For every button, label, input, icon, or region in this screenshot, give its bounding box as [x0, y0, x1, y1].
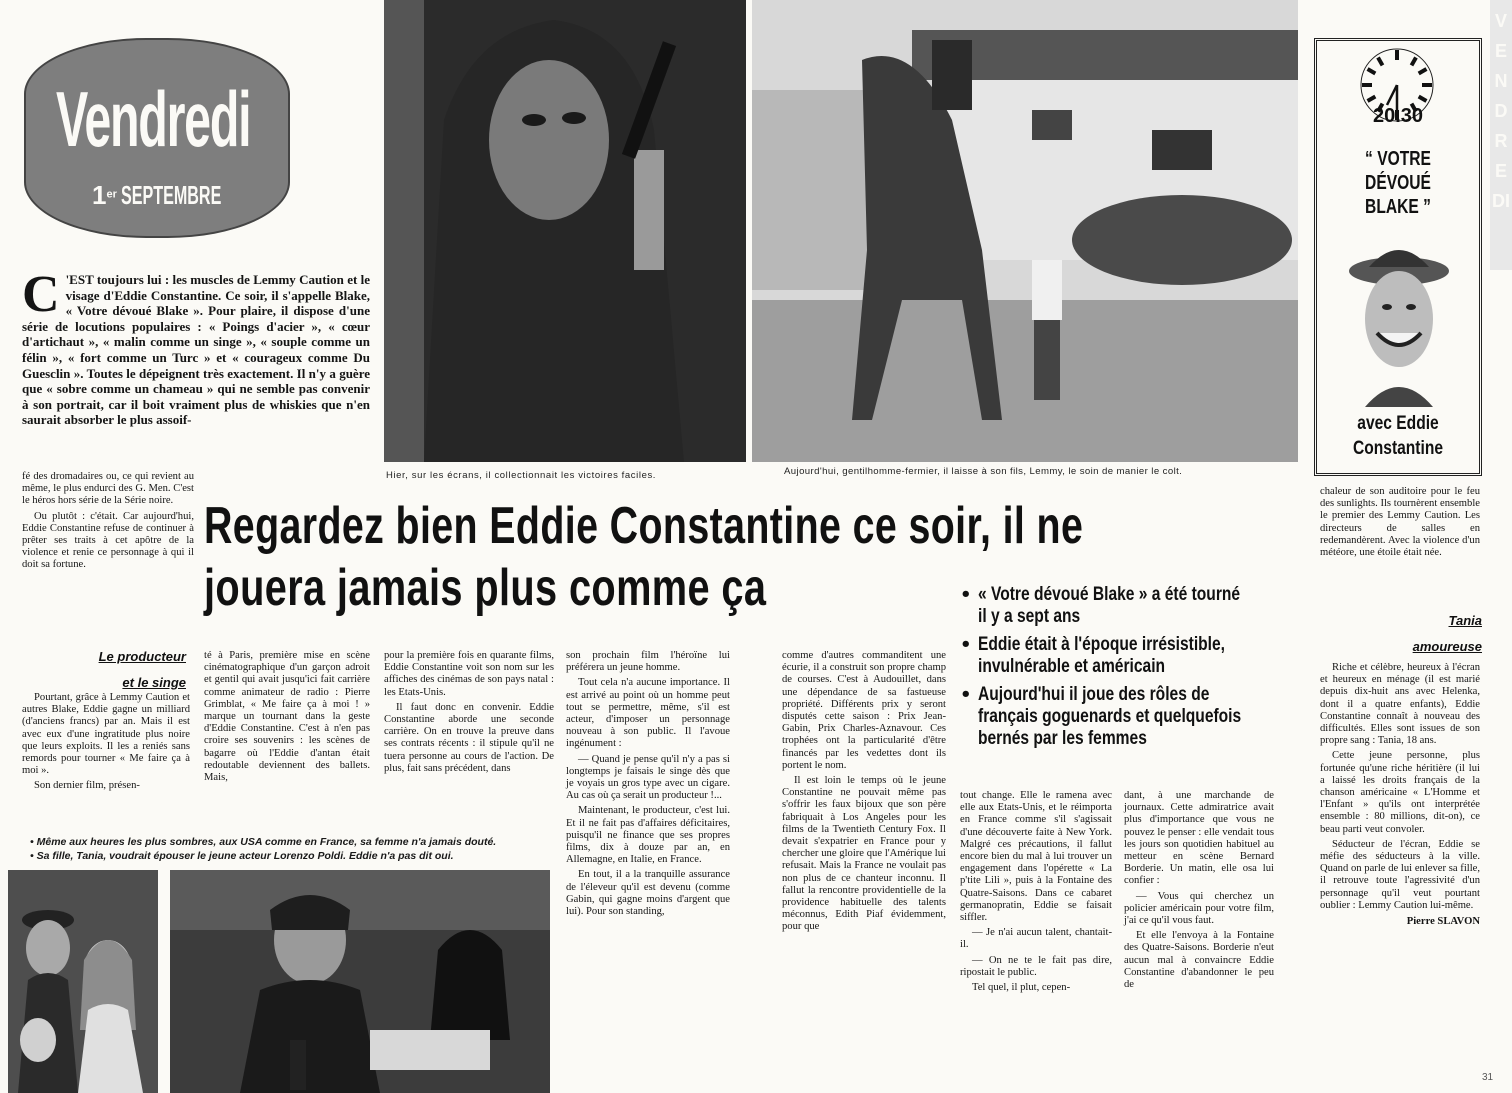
photo-bar-scene: [170, 870, 550, 1093]
caption-top-left: Hier, sur les écrans, il collectionnait les victoires faciles.: [386, 470, 657, 481]
program-portrait: [1347, 237, 1451, 407]
intro-paragraph: [22, 266, 370, 428]
program-title: [1317, 147, 1479, 219]
col1-cont-p2: Ou plutôt : c'était. Car aujourd'hui, Eddie Constantine refuse de continuer à prêter ses traits à cet apôtre de la violence et renie ce personnage à qui il doit sa fortune.: [22, 510, 194, 571]
photo-horse-rider: [752, 0, 1298, 462]
subhead-producer-line-1: Le producteur: [98, 649, 186, 664]
col7-p1: dant, à une marchande de journaux. Cette admiratrice avait plus d'importance que vous ne pouvez le penser : elle vendait tous les jours son quotidien habituel au metteur en scène Bernard Borderie. Un matin, elle osa lui confier :: [1124, 790, 1274, 887]
bullet-item-1: [958, 584, 1308, 628]
col8-top: [1320, 486, 1480, 562]
col4-p4: Maintenant, le producteur, c'est lui. Et il ne fait pas d'affaires déficitaires, puisqu'il ne finance que ses propres films, dix à douze par an, en Allemagne, en Italie, en France.: [566, 805, 730, 866]
photo-hooded-gunman: [384, 0, 746, 462]
col4-p2: Tout cela n'a aucune importance. Il est arrivé au point où un homme peut tout se permettre, même, s'il est acteur, d'imposer un personnage nouveau à son public. Il l'avoue ingénument :: [566, 677, 730, 750]
col4-p1: son prochain film l'héroïne lui préférera un jeune homme.: [566, 650, 730, 674]
bullet-3-line-1: Aujourd'hui il joue des rôles de: [978, 684, 1210, 705]
col4-p3: — Quand je pense qu'il n'y a pas si longtemps je faisais le singe dès que je voyais un gros type avec un cigare. Au cas où ça serait un producteur !...: [566, 753, 730, 802]
bullet-dot-icon: •: [960, 634, 972, 655]
bullet-2-line-1: Eddie était à l'époque irrésistible,: [978, 634, 1225, 655]
headline-line-1: Regardez bien Eddie Constantine ce soir, il ne: [204, 497, 1084, 555]
program-box: [1314, 38, 1482, 476]
col7-p3: Et elle l'envoya à la Fontaine des Quatre-Saisons. Borderie n'eut aucun mal à convaincre Eddie Constantine d'abandonner le peu de: [1124, 930, 1274, 991]
col3-body: [384, 650, 554, 778]
bullet-dot-icon: •: [960, 684, 972, 705]
col6-p1: tout change. Elle le ramena avec elle aux Etats-Unis, et le réimporta en France comme s'il s'agissait d'une découverte faite à New York. Malgré ces précautions, il fallut encore bien du mal à lui trouver un engagement dans l'opérette « La p'tite Lili », puis à la Fontaine des Quatre-Saisons. Dans ce cabaret germanopratin, Eddie se faisait siffler.: [960, 790, 1112, 924]
col5-body: [782, 650, 946, 937]
col4-body: [566, 650, 730, 921]
photo-family-couple-image: [8, 870, 158, 1093]
signature: Pierre SLAVON: [1406, 916, 1480, 928]
bottom-caption-1: [30, 836, 496, 848]
subhead-tania-line-2: amoureuse: [1412, 639, 1482, 654]
col1-p2: Son dernier film, présen-: [34, 780, 140, 792]
photo-bar-scene-image: [170, 870, 550, 1093]
program-title-line-2: DÉVOUÉ: [1365, 172, 1431, 194]
bullet-3-line-3: bernés par les femmes: [978, 728, 1147, 749]
photo-horse-rider-image: [752, 0, 1298, 462]
col6-p3: — On ne te le fait pas dire, ripostait le public.: [960, 954, 1112, 978]
bullet-dot-icon: •: [960, 584, 972, 605]
caption-bullet-icon: •: [30, 836, 34, 848]
program-with: [1317, 411, 1479, 461]
col5-p2: Il est loin le temps où le jeune Constantine ne pouvait même pas s'offrir les faux bijoux que son père fabriquait à Los Angeles pour les films de la Twentieth Century Fox. Il devait s'expatrier en France pour y chercher une gloire que l'Amérique lui refusait. Mais la France ne voulait pas non plus de ce chanteur inconnu. Il fallut la rencontre providentielle de la providence habituelle des talents méconnus, Edith Piaf évidemment, pour que: [782, 775, 946, 933]
col8-top-p1: chaleur de son auditoire pour le feu des sunlights. Ils tournèrent ensemble le premier des Lemmy Caution. Les directeurs de salles en redemandèrent. Avec la violence d'un météore, une étoile était née.: [1320, 486, 1480, 559]
program-time: 20.30: [1372, 105, 1424, 127]
col8-p2: Cette jeune personne, plus fortunée qu'une riche héritière (il lui a laissé les droits français de la chanson américaine « L'Homme et l'Enfant » qu'ils ont interprétée ensemble : 80 millions, dit-on), ce beau parti veut convoler.: [1320, 750, 1480, 835]
date-day: 1: [92, 180, 107, 210]
col3-p2: Il faut donc en convenir. Eddie Constantine aborde une seconde carrière. On en trouve la preuve dans ses contrats récents : il stipule qu'il ne tuera personne au cours de l'action. De plus, fait sans précédent, dans: [384, 701, 554, 774]
col2-p1: té à Paris, première mise en scène cinématographique d'un garçon adroit et gentil qui avait jusqu'ici fait carrière comme animateur de radio : Pierre Grimblat, « Me faire ça à moi ! » marque un tournant dans la geste d'Eddie Constantine. C'est à n'en pas croire ses souvenirs : les scènes de bagarre où l'Eddie d'antan était redoutable deviennent des ballets. Mais,: [204, 650, 370, 784]
bottom-caption-2-text: Sa fille, Tania, voudrait épouser le jeune acteur Lorenzo Poldi. Eddie n'a pas dit oui.: [36, 850, 454, 862]
page-number: 31: [1482, 1072, 1494, 1083]
col5-p1: comme d'autres commanditent une écurie, il a construit son propre champ de courses. C'est à Audouillet, dans une dépendance de sa fastueuse propriété. Différents prix y seront disputés cette saison : Prix Jean-Gabin, Prix Charles-Aznavour. Ces trophées ont la particularité d'être financés par les vedettes dont ils portent le nom.: [782, 650, 946, 771]
col4-p5: En tout, il a la tranquille assurance de l'éleveur qu'il est devenu (comme Gabin, qui gagne moins d'argent que lui). Pour son standing,: [566, 869, 730, 918]
side-tab: [1490, 0, 1512, 270]
caption-top-right: Aujourd'hui, gentilhomme-fermier, il laisse à son fils, Lemmy, le soin de manier le colt.: [784, 466, 1183, 477]
program-portrait-image: [1347, 237, 1451, 407]
col8-body: [1320, 662, 1480, 931]
bottom-caption-1-text: Même aux heures les plus sombres, aux USA comme en France, sa femme n'a jamais douté.: [36, 836, 497, 848]
col1-p1: Pourtant, grâce à Lemmy Caution et autres Blake, Eddie gagne un milliard (d'anciens francs) par an. Mais il est avec eux d'une ingratitude plus noire que leurs exploits. Il les a reniés sans remords pour tourner « Me faire ça à moi ».: [22, 692, 190, 777]
photo-hooded-gunman-image: [384, 0, 746, 462]
col7-p2: — Vous qui cherchez un policier américain pour votre film, j'ai ce qu'il vous faut.: [1124, 890, 1274, 927]
headline-line-2: jouera jamais plus comme ça: [204, 559, 767, 617]
col8-p1: Riche et célèbre, heureux à l'écran et heureux en ménage (il est marié depuis dix-huit ans avec Helenka, dont il a quatre enfants), Eddie Constantine connaît à nouveau des difficultés. Elles sont issues de son propre sang : Tania, 18 ans.: [1320, 662, 1480, 747]
subhead-tania-line-1: Tania: [1448, 613, 1482, 628]
bullet-3-line-2: français goguenards et quelquefois: [978, 706, 1242, 727]
col8-p3: Séducteur de l'écran, Eddie se méfie des séducteurs à la ville. Quand on parle de lui enlever sa fille, il retrouve toute l'agressivité d'un personnage qu'il veut pourtant oublier : Lemmy Caution lui-même.: [1320, 838, 1480, 911]
program-title-line-1: “ VOTRE: [1365, 148, 1431, 170]
intro-text: 'EST toujours lui : les muscles de Lemmy Caution et le visage d'Eddie Constantine. Ce soir, il s'appelle Blake, « Votre dévoué Blake ». Pour plaire, il dispose d'une série de locutions populaires : « Poings d'acier », « cœur d'artichaut », « malin comme un singe », « souple comme un félin », « fort comme un Turc » et « courageux comme Du Guesclin ». Toutes le dépeignent très exactement. Il n'y a guère que « sobre comme un chameau » qui ne semble pas convenir à son portrait, car il boit vraiment plus de whiskies que n'en saurait absorber le plus assoif-: [22, 272, 370, 428]
bottom-caption-2: [30, 850, 454, 862]
program-with-line-2: Constantine: [1352, 438, 1444, 459]
date-month: SEPTEMBRE: [121, 180, 222, 210]
bullets-block: [958, 584, 1308, 750]
col2-body: [204, 650, 370, 787]
subhead-producer-line-2: et le singe: [122, 675, 186, 690]
col3-p1: pour la première fois en quarante films, Eddie Constantine voit son nom sur les affiches des cinémas de son pays natal : les Etats-Unis.: [384, 650, 554, 698]
col1-body: [22, 692, 190, 796]
day-header: [24, 38, 290, 238]
bullet-1-line-1: « Votre dévoué Blake » a été tourné: [978, 584, 1241, 605]
bullet-1-line-2: il y a sept ans: [978, 606, 1081, 627]
subhead-producer: [40, 644, 186, 696]
date-day-suffix: er: [106, 188, 117, 201]
photo-family-couple: [8, 870, 158, 1093]
caption-bullet-icon: •: [30, 850, 34, 862]
col6-body: [960, 790, 1112, 997]
day-title: Vendredi: [56, 75, 251, 163]
col7-body: [1124, 790, 1274, 994]
col6-p2: — Je n'ai aucun talent, chantait-il.: [960, 927, 1112, 951]
drop-cap: C: [22, 266, 60, 323]
date-line: [92, 180, 283, 211]
col1-continuation: [22, 471, 194, 575]
program-with-line-1: avec Eddie: [1357, 413, 1439, 434]
col1-cont-p1: fé des dromadaires ou, ce qui revient au même, le plus endurci des G. Men. C'est le héros hors série de la Série noire.: [22, 471, 194, 507]
program-title-line-3: BLAKE ”: [1365, 196, 1431, 218]
bullet-2-line-2: invulnérable et américain: [978, 656, 1166, 677]
col6-p4: Tel quel, il plut, cepen-: [972, 982, 1071, 994]
side-tab-text: VENDREDI: [1492, 11, 1510, 211]
subhead-tania: [1318, 608, 1482, 660]
bullet-item-3: [958, 684, 1308, 750]
bullet-item-2: [958, 634, 1308, 678]
